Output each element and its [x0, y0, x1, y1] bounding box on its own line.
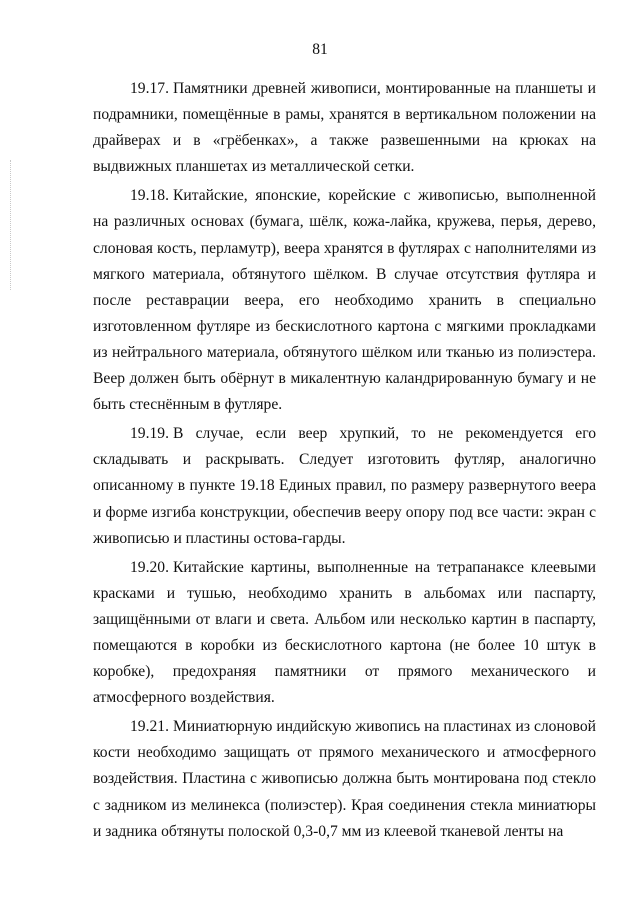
- paragraph-19-21: [93, 714, 596, 844]
- paragraph-number: 19.19.: [130, 425, 169, 443]
- paragraph-text: Памятники древней живописи, монтированные на планшеты и подрамники, помещённые в рамы, хранятся в вертикальном положении на драйверах и в «грёбенках», а также развешенными на крюках на выдвижных планшетах из металлической сетки.: [93, 80, 596, 176]
- paragraph-19-18: [93, 183, 596, 418]
- paragraph-19-17: [93, 76, 596, 180]
- paragraph-text: В случае, если веер хрупкий, то не рекомендуется его складывать и раскрывать. Следует изготовить футляр, аналогично описанному в пункте 19.18 Единых правил, по размеру развернутого веера и форме изгиба конструкции, обеспечив вееру опору под все части: экран с живописью и пластины остова-гарды.: [93, 425, 596, 547]
- paragraph-number: 19.17.: [130, 80, 169, 97]
- paragraph-number: 19.21.: [130, 718, 169, 736]
- paragraph-text: Китайские, японские, корейские с живописью, выполненной на различных основах (бумага, шёлк, кожа-лайка, кружева, перья, дерево, слоновая кость, перламутр), веера хранятся в футлярах с наполнителями из мягкого материала, обтянутого шёлком. В случае отсутствия футляра и после реставрации веера, его необходимо хранить в специально изготовленном футляре из бескислотного картона с мягкими прокладками из нейтрального материала, обтянутого шёлком или тканью из полиэстера. Веер должен быть обёрнут в микалентную каландрированную бумагу и не быть стеснённым в футляре.: [93, 187, 596, 414]
- paragraph-text: Китайские картины, выполненные на тетрапанаксе клеевыми красками и тушью, необходимо хранить в альбомах или паспарту, защищёнными от влаги и света. Альбом или несколько картин в паспарту, помещаются в коробки из бескислотного картона (не более 10 штук в коробке), предохраняя памятники от прямого механического и атмосферного воздействия.: [93, 558, 596, 707]
- page-number: 81: [312, 41, 328, 58]
- paragraph-19-19: [93, 421, 596, 551]
- paragraph-19-20: [93, 555, 596, 712]
- paragraph-number: 19.18.: [130, 187, 169, 205]
- scan-margin-marks: [10, 160, 14, 290]
- paragraph-number: 19.20.: [130, 558, 169, 576]
- document-body: [93, 76, 596, 848]
- paragraph-text: Миниатюрную индийскую живопись на пластинах из слоновой кости необходимо защищать от прямого механического и атмосферного воздействия. Пластина с живописью должна быть монтирована под стекло с задником из мелинекса (полиэстер). Края соединения стекла миниатюры и задника обтянуты полоской 0,3-0,7 мм из клеевой тканевой ленты на: [93, 718, 596, 840]
